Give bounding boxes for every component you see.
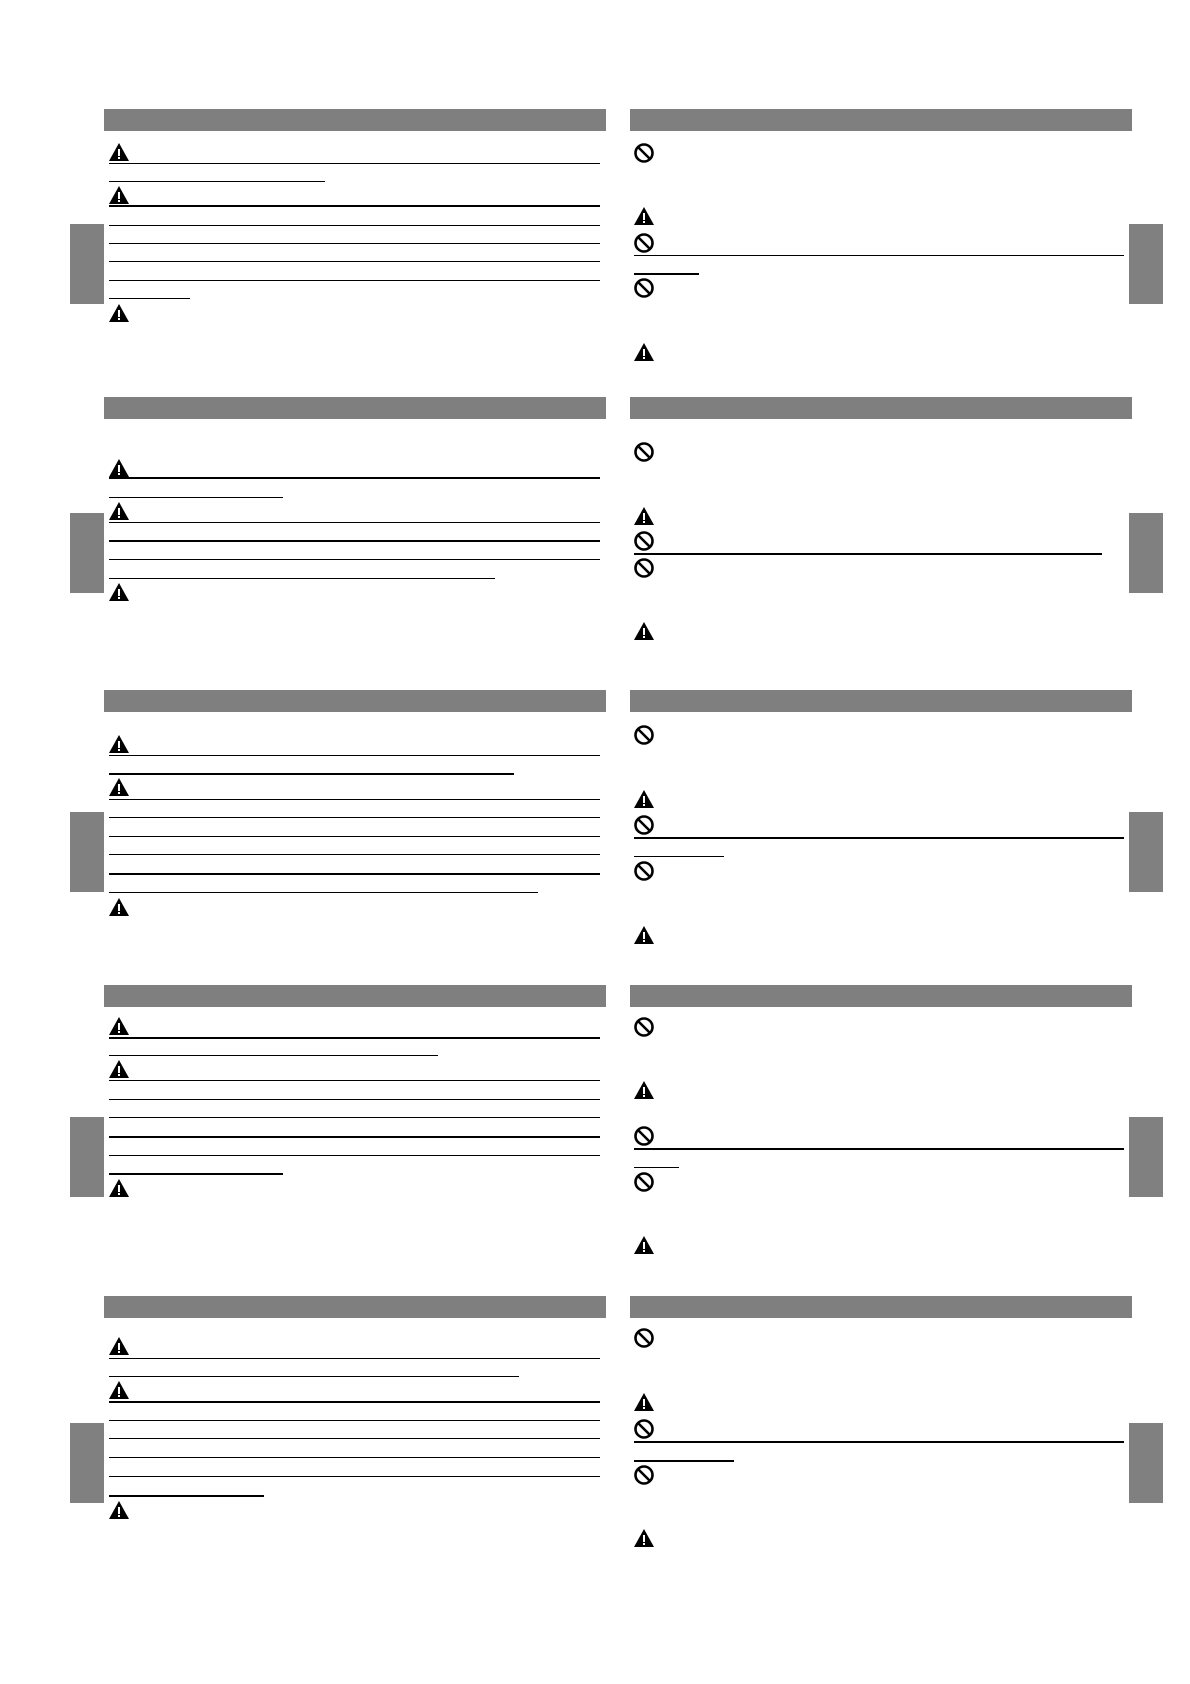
side-tab-right-4 [1129,1117,1163,1197]
prohibited-circle-icon [633,814,655,836]
text-rule [634,1167,679,1168]
warning-triangle-icon [108,776,130,798]
section-5-left-header [104,1296,606,1318]
prohibited-circle-icon [633,530,655,552]
side-tab-left-1 [70,224,104,304]
section-3-right-header [630,690,1132,712]
warning-triangle-icon [633,1234,655,1256]
text-rule [109,892,538,893]
text-rule [109,181,325,182]
warning-triangle-icon [108,184,130,206]
warning-triangle-icon [633,924,655,946]
text-rule [109,280,600,281]
warning-triangle-icon [108,500,130,522]
text-rule [634,255,1124,256]
warning-triangle-icon [633,1391,655,1413]
prohibited-circle-icon [633,277,655,299]
text-rule [109,261,600,262]
text-rule [109,298,190,299]
text-rule [109,854,600,855]
side-tab-left-3 [70,812,104,892]
section-1-left-header [104,109,606,131]
side-tab-left-2 [70,513,104,593]
text-rule [109,578,495,579]
text-rule [109,559,600,560]
prohibited-circle-icon [633,1125,655,1147]
section-1-right-header [630,109,1132,131]
side-tab-right-5 [1129,1423,1163,1503]
warning-triangle-icon [633,1079,655,1101]
warning-triangle-icon [108,141,130,163]
prohibited-circle-icon [633,441,655,463]
warning-triangle-icon [108,302,130,324]
section-3-left-header [104,690,606,712]
text-rule [109,1173,283,1175]
text-rule [109,1117,600,1118]
warning-triangle-icon [633,1527,655,1549]
text-rule [109,1099,600,1100]
text-rule [109,1495,264,1497]
text-rule [634,856,724,857]
warning-triangle-icon [108,1058,130,1080]
warning-triangle-icon [108,896,130,918]
prohibited-circle-icon [633,1171,655,1193]
prohibited-circle-icon [633,1016,655,1038]
text-rule [109,1476,600,1477]
text-rule [109,225,600,226]
prohibited-circle-icon [633,232,655,254]
warning-triangle-icon [108,1015,130,1037]
text-rule [634,553,1102,555]
text-rule [109,755,600,756]
text-rule [109,1376,519,1377]
text-rule [109,817,600,818]
prohibited-circle-icon [633,1418,655,1440]
text-rule [109,1401,600,1403]
text-rule [109,497,283,498]
text-rule [109,1358,600,1359]
warning-triangle-icon [633,505,655,527]
text-rule [109,1420,600,1421]
section-5-right-header [630,1296,1132,1318]
warning-triangle-icon [108,581,130,603]
side-tab-right-1 [1129,224,1163,304]
prohibited-circle-icon [633,1464,655,1486]
warning-triangle-icon [108,1177,130,1199]
warning-triangle-icon [108,1335,130,1357]
prohibited-circle-icon [633,142,655,164]
warning-triangle-icon [108,733,130,755]
text-rule [109,540,600,542]
text-rule [109,205,600,207]
text-rule [109,1457,600,1458]
warning-triangle-icon [633,205,655,227]
text-rule [109,836,600,837]
text-rule [109,1055,438,1056]
section-2-right-header [630,397,1132,419]
prohibited-circle-icon [633,557,655,579]
text-rule [109,1080,600,1081]
warning-triangle-icon [108,1379,130,1401]
section-4-right-header [630,985,1132,1007]
text-rule [109,1155,600,1156]
text-rule [109,1438,600,1439]
warning-triangle-icon [108,1499,130,1521]
warning-triangle-icon [633,341,655,363]
text-rule [109,243,600,244]
side-tab-right-2 [1129,513,1163,593]
text-rule [634,273,699,275]
text-rule [109,477,600,479]
prohibited-circle-icon [633,860,655,882]
section-4-left-header [104,985,606,1007]
warning-triangle-icon [108,457,130,479]
text-rule [634,1460,734,1462]
text-rule [109,1037,600,1039]
text-rule [109,1136,600,1138]
text-rule [634,1441,1124,1443]
side-tab-left-4 [70,1117,104,1197]
text-rule [109,799,600,800]
prohibited-circle-icon [633,724,655,746]
text-rule [634,1148,1124,1150]
text-rule [109,773,514,775]
warning-triangle-icon [633,788,655,810]
side-tab-left-5 [70,1423,104,1503]
prohibited-circle-icon [633,1327,655,1349]
section-2-left-header [104,397,606,419]
side-tab-right-3 [1129,812,1163,892]
text-rule [109,522,600,523]
text-rule [109,873,600,875]
text-rule [634,837,1124,839]
warning-triangle-icon [633,620,655,642]
text-rule [109,163,600,164]
